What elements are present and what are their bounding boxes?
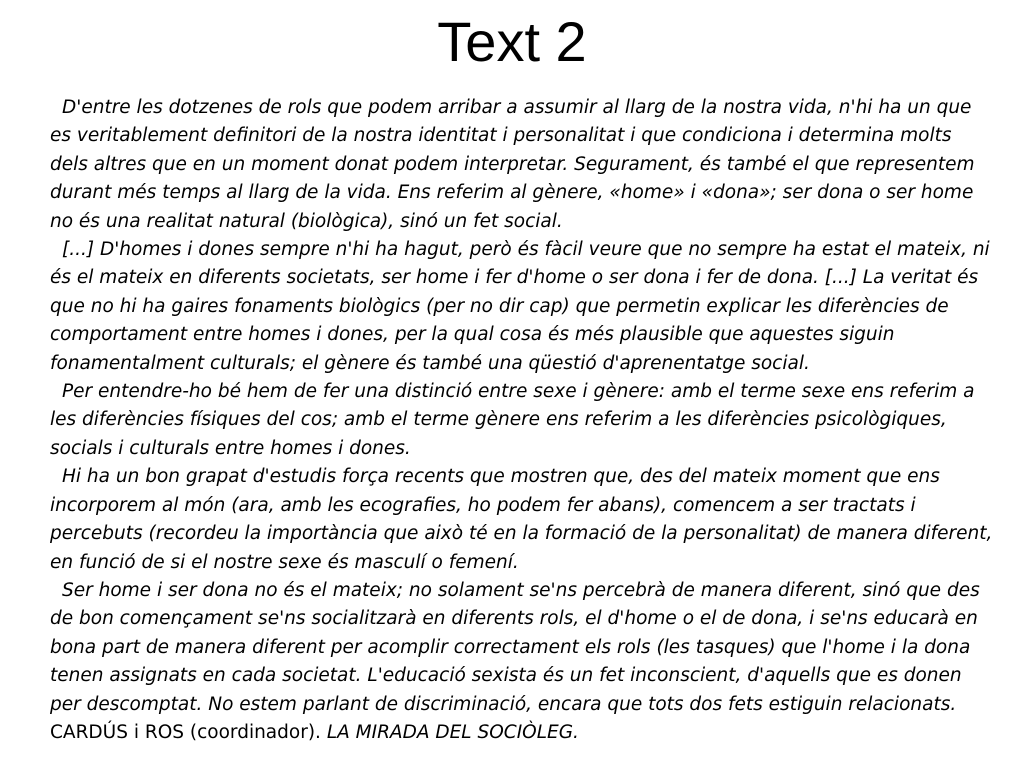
citation	[50, 719, 994, 747]
paragraph-3: Per entendre-ho bé hem de fer una distinció entre sexe i gènere: amb el terme sexe ens referim a les diferències físiques del cos; amb el terme gènere ens referim a les diferències psicològiques, socials i culturals entre homes i dones.	[50, 381, 975, 459]
slide-title: Text 2	[437, 10, 587, 73]
citation-book-title: LA MIRADA DEL SOCIÒLEG.	[326, 721, 579, 743]
paragraph-2: [...] D'homes i dones sempre n'hi ha hagut, però és fàcil veure que no sempre ha estat el mateix, ni és el mateix en diferents societats, ser home i fer d'home o ser dona i fer de dona. [...] La veritat és que no hi ha gaires fonaments biològics (per no dir cap) que permetin explicar les diferències de comportament entre homes i dones, per la qual cosa és més plausible que aquestes siguin fonamentalment culturals; el gènere és també una qüestió d'aprenentatge social.	[50, 239, 990, 374]
paragraph-1: D'entre les dotzenes de rols que podem arribar a assumir al llarg de la nostra vida, n'hi ha un que es veritablement definitori de la nostra identitat i personalitat i que condiciona i determina molts dels altres que en un moment donat podem interpretar. Segurament, és també el que representem durant més temps al llarg de la vida. Ens referim al gènere, «home» i «dona»; ser dona o ser home no és una realitat natural (biològica), sinó un fet social.	[50, 97, 975, 232]
paragraph-5: Ser home i ser dona no és el mateix; no solament se'ns percebrà de manera diferent, sinó que des de bon començament se'ns socialitzarà en diferents rols, el d'home o el de dona, i se'ns educarà en bona part de manera diferent per acomplir correctament els rols (les tasques) que l'home i la dona tenen assignats en cada societat. L'educació sexista és un fet inconscient, d'aquells que es donen per descomptat. No estem parlant de discriminació, encara que tots dos fets estiguin relacionats.	[50, 579, 980, 715]
slide-body	[50, 94, 994, 747]
paragraph-4: Hi ha un bon grapat d'estudis força recents que mostren que, des del mateix moment que ens incorporem al món (ara, amb les ecografies, ho podem fer abans), comencem a ser tractats i percebuts (recordeu la importància que això té en la formació de la personalitat) de manera diferent, en funció de si el nostre sexe és masculí o femení.	[50, 466, 993, 573]
citation-author: CARDÚS i ROS (coordinador).	[50, 721, 321, 743]
